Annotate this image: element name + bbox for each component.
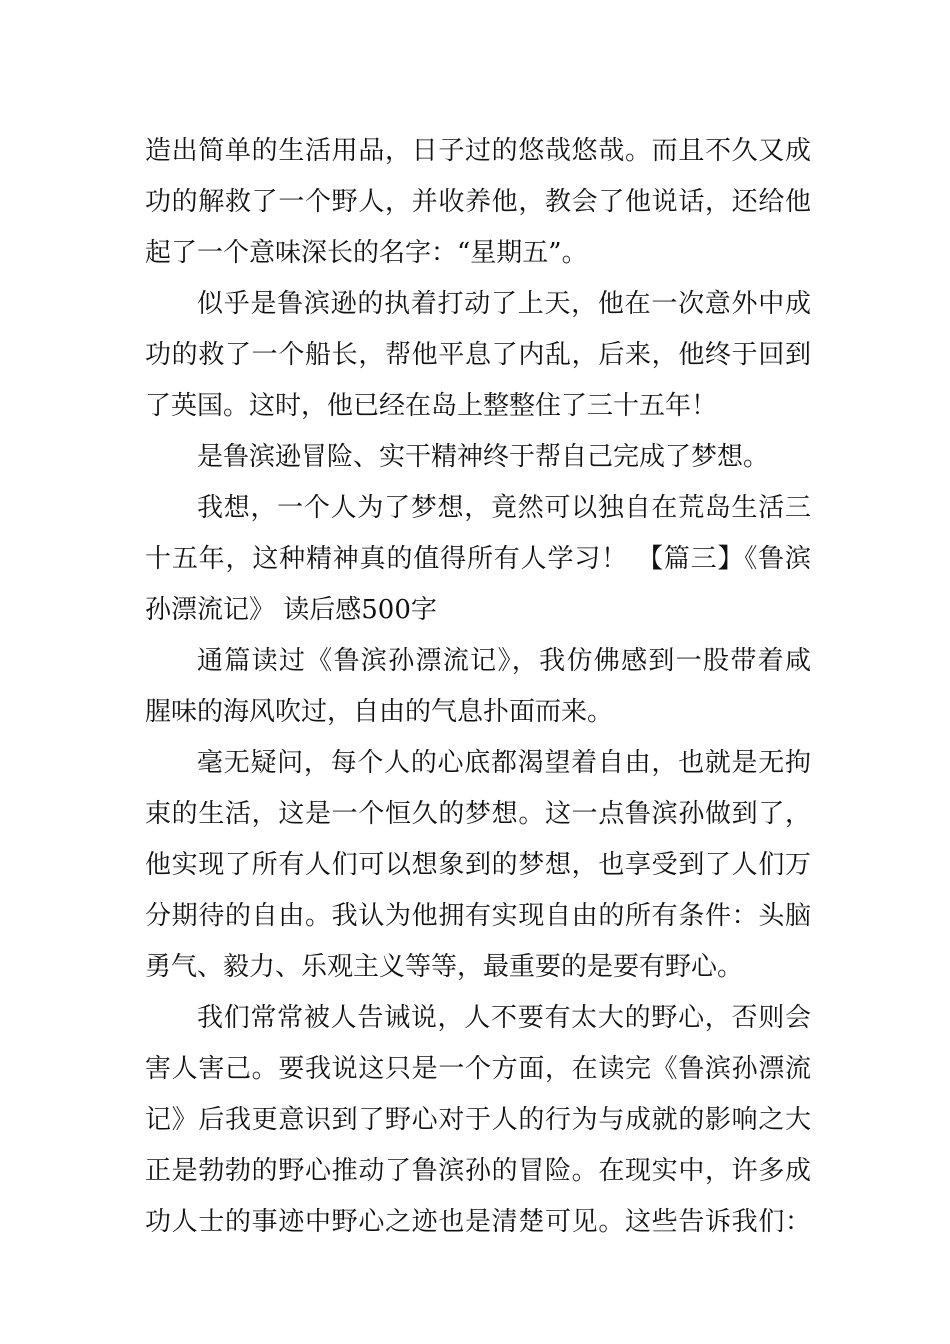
text-line: 造出简单的生活用品，日子过的悠哉悠哉。而且不久又成 bbox=[145, 136, 811, 166]
text-line: 起了一个意味深长的名字：“星期五”。 bbox=[145, 238, 588, 268]
text-line: 是鲁滨逊冒险、实干精神终于帮自己完成了梦想。 bbox=[197, 442, 770, 472]
text-line: 十五年，这种精神真的值得所有人学习！ 【篇三】《鲁滨 bbox=[145, 544, 811, 574]
text-line: 害人害己。要我说这只是一个方面，在读完《鲁滨孙漂流 bbox=[145, 1054, 811, 1084]
text-line: 孙漂流记》 读后感500字 bbox=[145, 595, 437, 625]
text-line: 勇气、毅力、乐观主义等等，最重要的是要有野心。 bbox=[145, 952, 744, 982]
text-line: 记》后我更意识到了野心对于人的行为与成就的影响之大 bbox=[145, 1105, 811, 1135]
text-line: 我们常常被人告诫说，人不要有太大的野心，否则会 bbox=[197, 1003, 811, 1033]
text-line: 分期待的自由。我认为他拥有实现自由的所有条件：头脑 bbox=[145, 901, 811, 931]
text-line: 功人士的事迹中野心之迹也是清楚可见。这些告诉我们： bbox=[145, 1207, 811, 1237]
text-line: 似乎是鲁滨逊的执着打动了上天，他在一次意外中成 bbox=[197, 289, 811, 319]
text-line: 正是勃勃的野心推动了鲁滨孙的冒险。在现实中，许多成 bbox=[145, 1156, 811, 1186]
text-line: 我想，一个人为了梦想，竟然可以独自在荒岛生活三 bbox=[197, 493, 811, 523]
text-line: 他实现了所有人们可以想象到的梦想，也享受到了人们万 bbox=[145, 850, 811, 880]
body-text bbox=[145, 126, 811, 1248]
text-line: 束的生活，这是一个恒久的梦想。这一点鲁滨孙做到了， bbox=[145, 799, 811, 829]
text-line: 腥味的海风吹过，自由的气息扑面而来。 bbox=[145, 697, 614, 727]
text-line: 功的解救了一个野人，并收养他，教会了他说话，还给他 bbox=[145, 187, 811, 217]
text-line: 功的救了一个船长，帮他平息了内乱，后来，他终于回到 bbox=[145, 340, 811, 370]
text-line: 了英国。这时，他已经在岛上整整住了三十五年！ bbox=[145, 391, 718, 421]
text-line: 通篇读过《鲁滨孙漂流记》，我仿佛感到一股带着咸 bbox=[197, 646, 811, 676]
text-line: 毫无疑问，每个人的心底都渴望着自由，也就是无拘 bbox=[197, 748, 811, 778]
